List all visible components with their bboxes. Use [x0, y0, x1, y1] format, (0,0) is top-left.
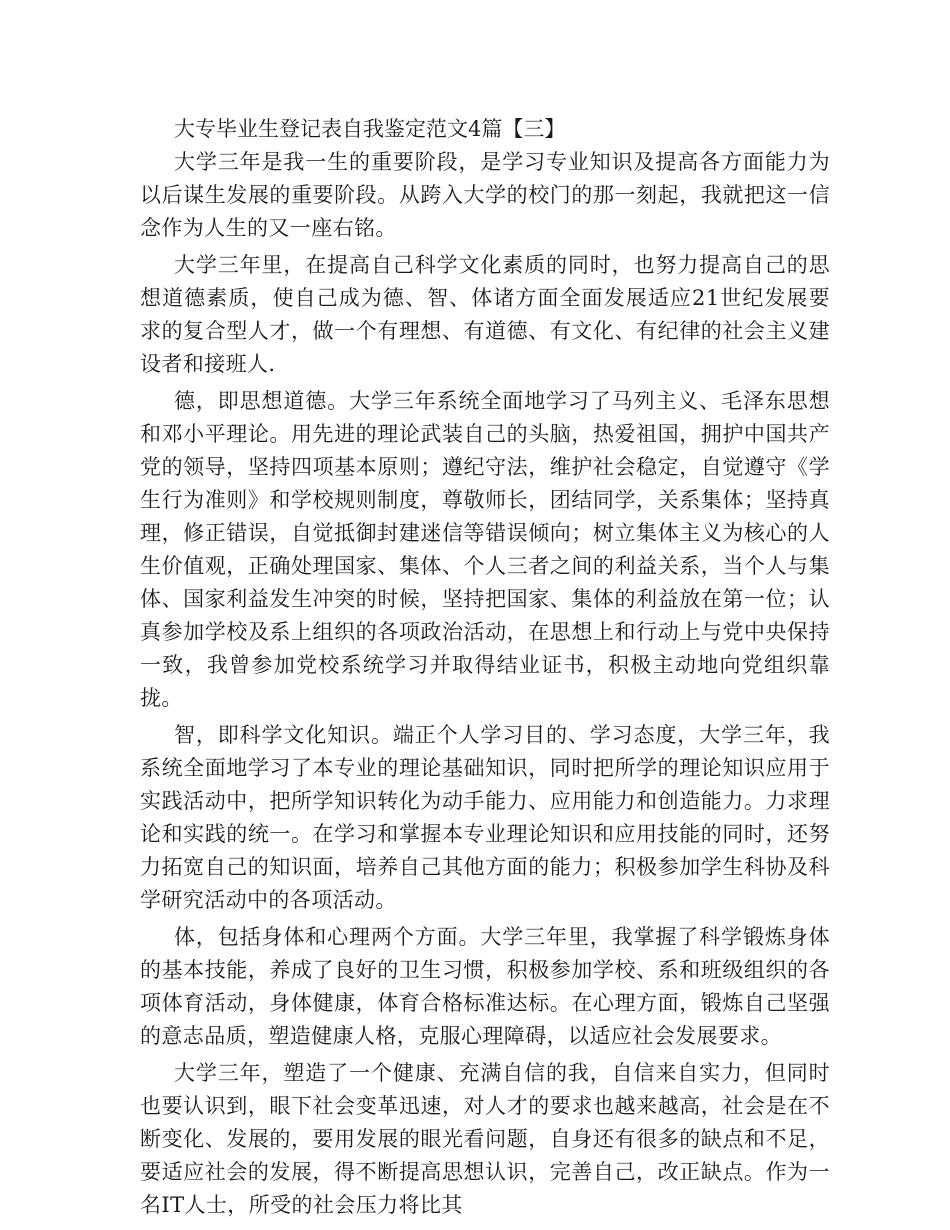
document-page [140, 113, 830, 1226]
paragraph-6: 大学三年，塑造了一个健康、充满自信的我，自信来自实力，但同时也要认识到，眼下社会变革迅速，对人才的要求也越来越高，社会是在不断变化、发展的，要用发展的眼光看问题，自身还有很多的缺点和不足，要适应社会的发展，得不断提高思想认识，完善自己，改正缺点。作为一名IT人士，所受的社会压力将比其 [140, 1061, 830, 1217]
paragraph-1: 大学三年是我一生的重要阶段，是学习专业知识及提高各方面能力为以后谋生发展的重要阶段。从跨入大学的校门的那一刻起，我就把这一信念作为人生的又一座右铭。 [140, 150, 830, 240]
paragraph-3: 德，即思想道德。大学三年系统全面地学习了马列主义、毛泽东思想和邓小平理论。用先进的理论武装自己的头脑，热爱祖国，拥护中国共产党的领导，坚持四项基本原则；遵纪守法，维护社会稳定，自觉遵守《学生行为准则》和学校规则制度，尊敬师长，团结同学，关系集体；坚持真理，修正错误，自觉抵御封建迷信等错误倾向；树立集体主义为核心的人生价值观，正确处理国家、集体、个人三者之间的利益关系，当个人与集体、国家利益发生冲突的时候，坚持把国家、集体的利益放在第一位；认真参加学校及系上组织的各项政治活动，在思想上和行动上与党中央保持一致，我曾参加党校系统学习并取得结业证书，积极主动地向党组织靠拢。 [140, 389, 830, 710]
paragraph-5: 体，包括身体和心理两个方面。大学三年里，我掌握了科学锻炼身体的基本技能，养成了良好的卫生习惯，积极参加学校、系和班级组织的各项体育活动，身体健康，体育合格标准达标。在心理方面，锻炼自己坚强的意志品质，塑造健康人格，克服心理障碍，以适应社会发展要求。 [140, 925, 830, 1048]
paragraph-2: 大学三年里，在提高自己科学文化素质的同时，也努力提高自己的思想道德素质，使自己成为德、智、体诸方面全面发展适应21世纪发展要求的复合型人才，做一个有理想、有道德、有文化、有纪律的社会主义建设者和接班人. [140, 253, 830, 376]
document-title: 大专毕业生登记表自我鉴定范文4篇【三】 [174, 117, 566, 141]
paragraph-4: 智，即科学文化知识。端正个人学习目的、学习态度，大学三年，我系统全面地学习了本专业的理论基础知识，同时把所学的理论知识应用于实践活动中，把所学知识转化为动手能力、应用能力和创造能力。力求理论和实践的统一。在学习和掌握本专业理论知识和应用技能的同时，还努力拓宽自己的知识面，培养自己其他方面的能力；积极参加学生科协及科学研究活动中的各项活动。 [140, 723, 830, 912]
